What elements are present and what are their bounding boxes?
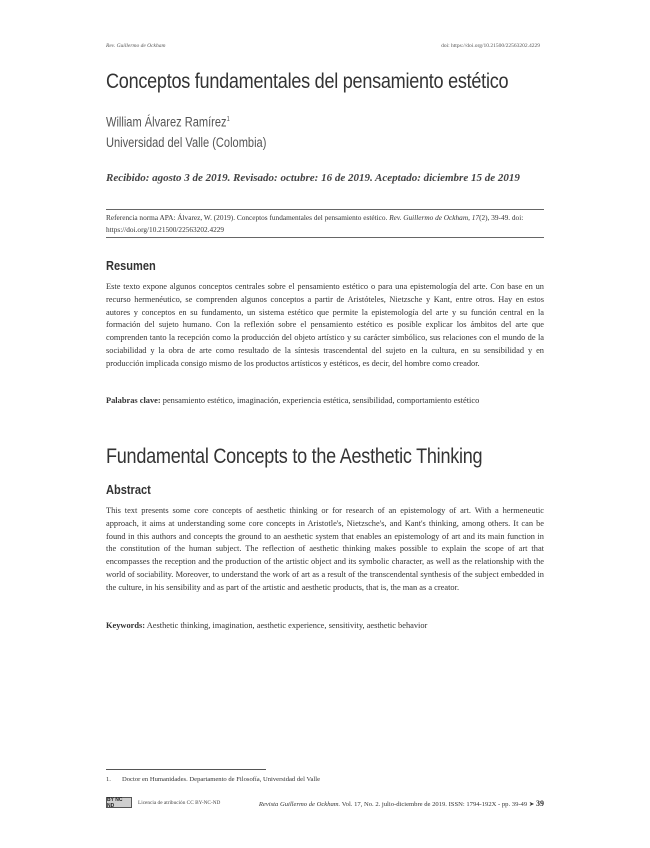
- reference-prefix: Referencia norma APA: Álvarez, W. (2019). Conceptos fundamentales del pensamiento estético.: [106, 213, 390, 222]
- resumen-text: Este texto expone algunos conceptos centrales sobre el pensamiento estético o para una epistemología del arte. Con base en un recurso hermenéutico, se comprenden algunos conceptos a partir de Aristóteles, Nietzsche y Kant, entre otros. Hay en estos autores y conceptos en su fundamento, un sistema estético que permite la epistemología del arte y su función central en la formación del sujeto humano. Con la reflexión sobre el pensamiento estético es posible explicar los ámbitos del arte que comprenden tanto la recepción como la producción del objeto artístico y su carácter simbólico, sus relaciones con el mundo de la sociabilidad y la obra de arte como resultado de la síntesis trascendental del sujeto en la cultura, en su sensibilidad y en producción implicada consigo mismo de los productos artísticos y estéticos, es decir, del hombre como creador.: [106, 282, 544, 368]
- reference-journal: Rev. Guillermo de Ockham, 17: [389, 213, 480, 222]
- license-text: Licencia de atribución CC BY-NC-ND: [138, 800, 221, 806]
- author-footnote-mark[interactable]: 1: [226, 116, 230, 123]
- abstract-heading: Abstract: [106, 482, 151, 497]
- footnote-number: 1.: [106, 776, 111, 783]
- keywords-en: Aesthetic thinking, imagination, aesthetic experience, sensitivity, aesthetic behavior: [146, 621, 428, 630]
- author-affiliation: Universidad del Valle (Colombia): [106, 134, 267, 150]
- footer-journal-info: [259, 799, 544, 808]
- running-header-journal: Rev. Guillermo de Ockham: [106, 43, 166, 49]
- page-number: 39: [536, 799, 544, 808]
- footer-journal-name: Revista Guillermo de Ockham.: [258, 801, 341, 808]
- running-header-doi[interactable]: doi: https://doi.org/10.21500/22563202.4229: [441, 43, 540, 49]
- article-title-english: Fundamental Concepts to the Aesthetic Thinking: [106, 445, 483, 468]
- article-title-spanish: Conceptos fundamentales del pensamiento estético: [106, 70, 509, 93]
- reference-top-rule: [106, 209, 544, 210]
- resumen-keywords: [106, 395, 544, 408]
- cc-license-badge-icon[interactable]: BY NC ND: [106, 797, 132, 808]
- footnote-rule: [106, 769, 266, 770]
- footer-journal-details: Vol. 17, No. 2. julio-diciembre de 2019. ISSN: 1794-192X - pp. 39-49: [341, 801, 528, 808]
- page-arrow-icon: ➤: [528, 801, 535, 808]
- footnote-text: Doctor en Humanidades. Departamento de Filosofía, Universidad del Valle: [122, 776, 321, 783]
- reference-doi-link[interactable]: https://doi.org/10.21500/22563202.4229: [106, 224, 225, 234]
- footnote: [106, 776, 320, 783]
- abstract-text: This text presents some core concepts of aesthetic thinking or for research of an epistemology of art. With a hermeneutic approach, it aims at understanding some core concepts in Aristotle's, Nietzsche's, and Kant's thinking, among others. It can be found in this authors and concepts the ground to an aesthetic system that enables an epistemology of art and its main function in the constitution of the human subject. The reflection of aesthetic thinking makes possible to explain the scope of art that encompasses the reception and the production of the artistic object and its symbolic character, as well as the relationship with the world of sociability. Moreover, to understand the work of art as a result of the transcendental synthesis of the subject embedded in the culture, in his sensibility and as part of the artistic and aesthetic products, that is, the man as a creator.: [106, 506, 544, 592]
- submission-dates: Recibido: agosto 3 de 2019. Revisado: octubre: 16 de 2019. Aceptado: diciembre 15 de 2019: [106, 172, 520, 184]
- reference-bottom-rule: [106, 237, 544, 238]
- author-name: William Álvarez Ramírez: [106, 114, 227, 130]
- author-block: [106, 110, 266, 153]
- apa-reference: [106, 212, 544, 235]
- keywords-label-es: Palabras clave:: [106, 396, 161, 405]
- resumen-heading: Resumen: [106, 258, 156, 273]
- keywords-label-en: Keywords:: [106, 621, 146, 630]
- abstract-keywords: [106, 620, 544, 633]
- keywords-es: pensamiento estético, imaginación, experiencia estética, sensibilidad, comportamiento estético: [162, 396, 480, 405]
- reference-suffix: (2), 39-49. doi:: [479, 213, 524, 222]
